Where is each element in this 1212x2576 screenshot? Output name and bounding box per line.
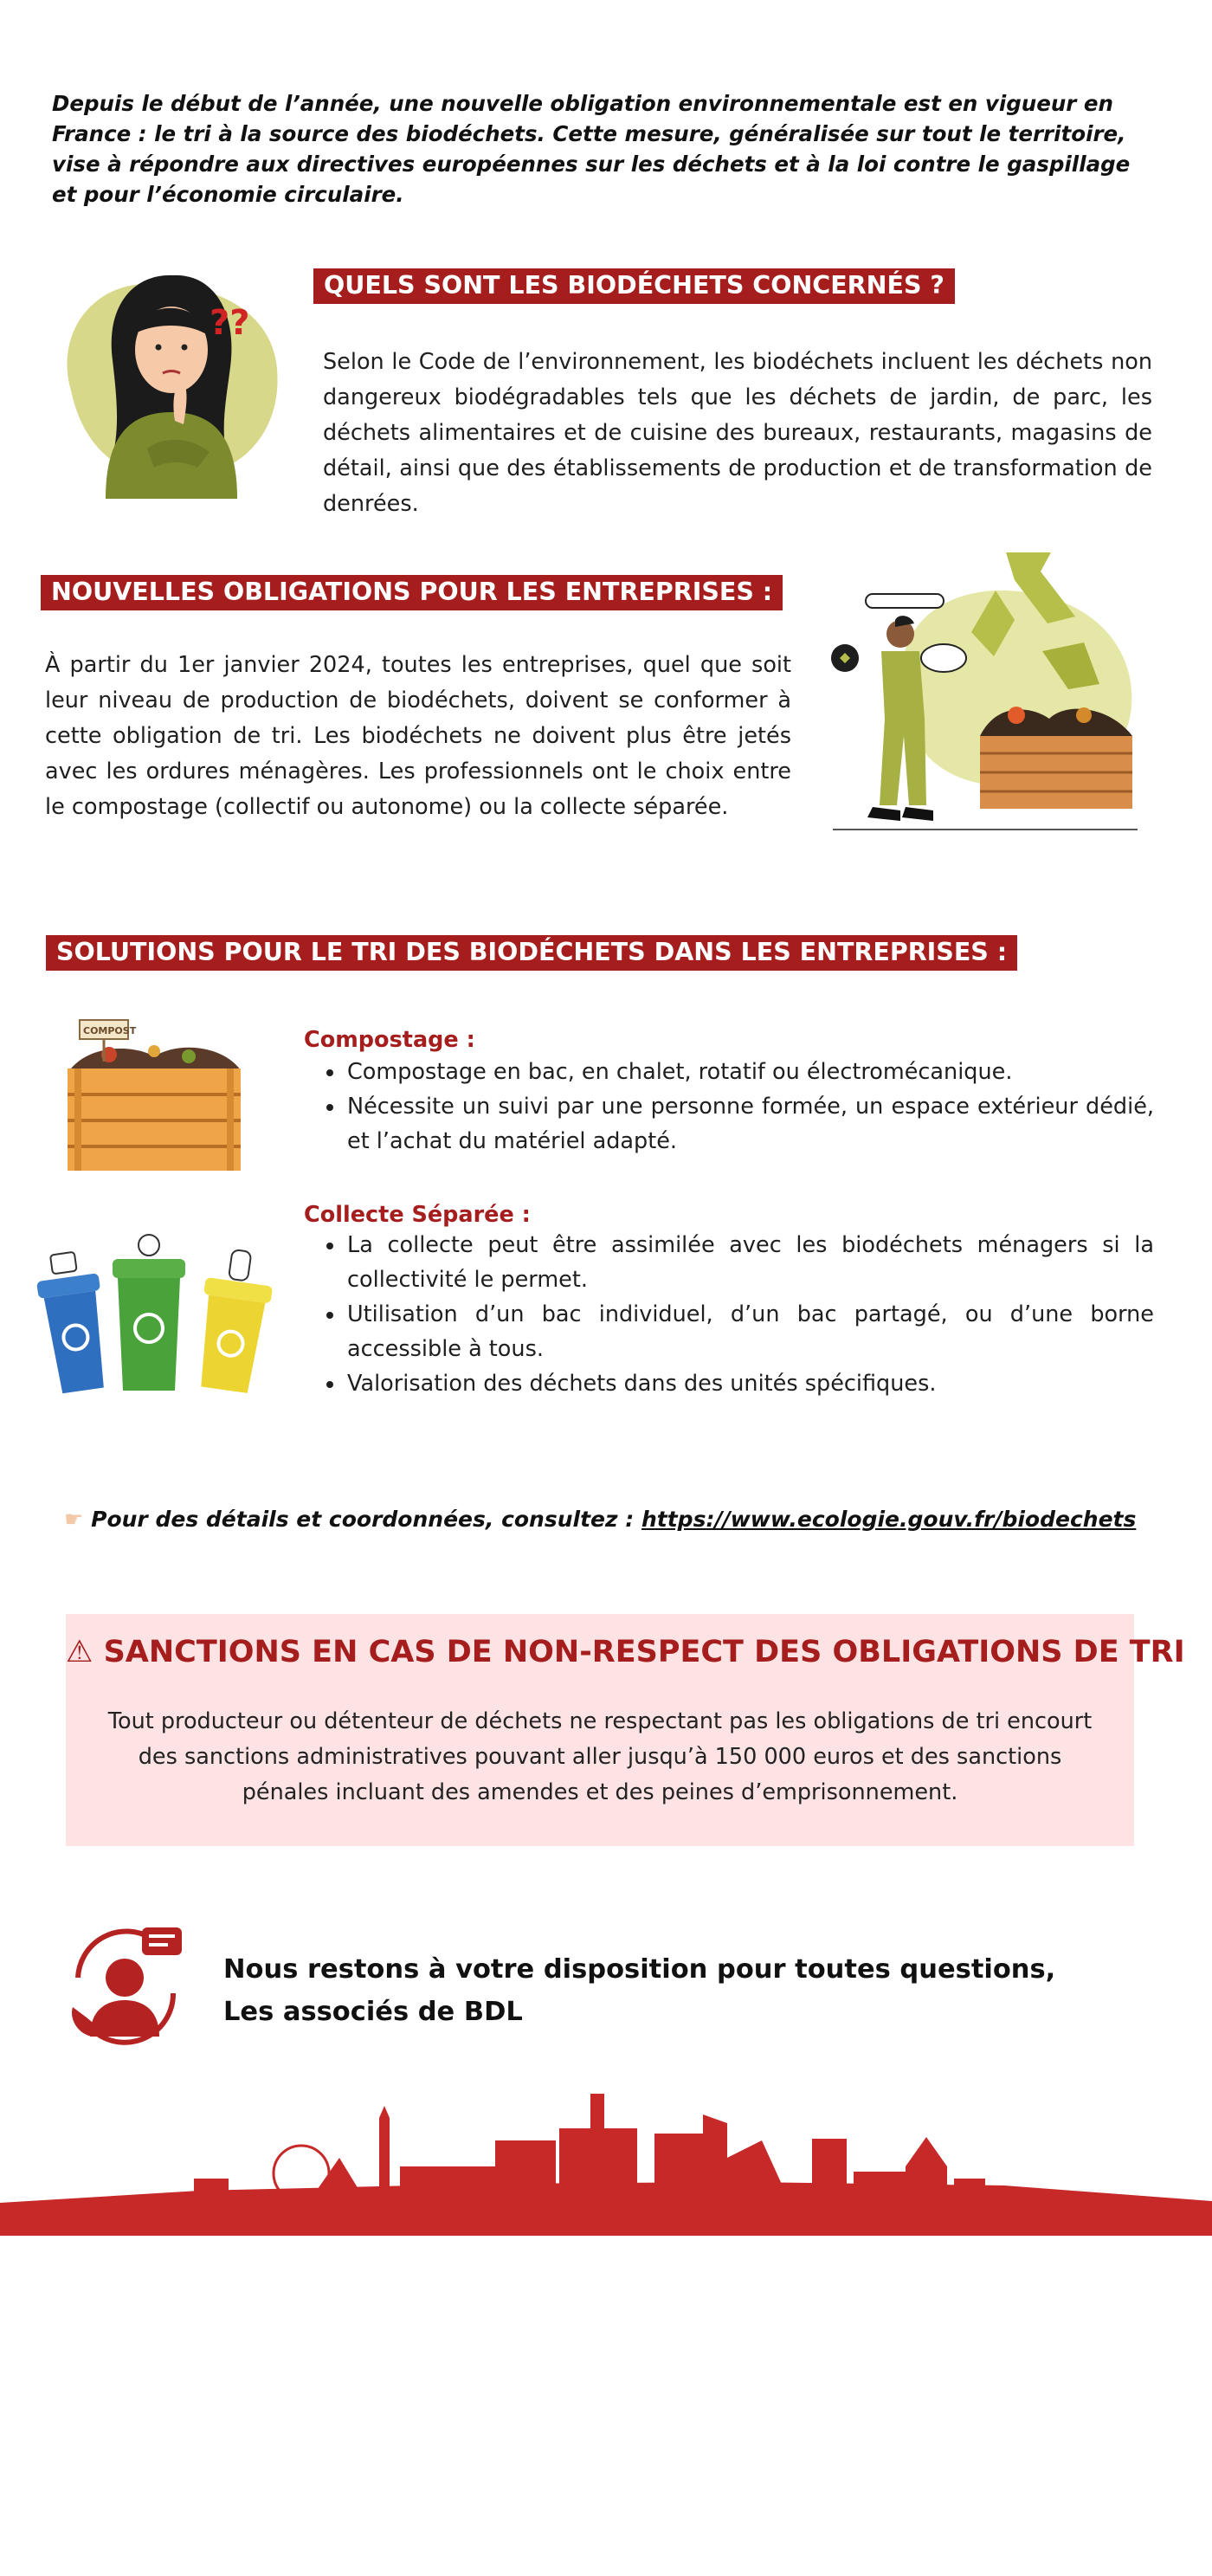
details-line — [64, 1507, 1136, 1532]
thinking-woman-illustration — [45, 248, 291, 499]
sanctions-title — [66, 1635, 1185, 1669]
compost-subheading: Compostage : — [304, 1027, 475, 1053]
list-item: • Compostage en bac, en chalet, rotatif ou électromécanique. — [345, 1055, 1154, 1089]
contact-line-1: Nous restons à votre disposition pour toutes questions, — [223, 1954, 1056, 1985]
section-heading-obligations: NOUVELLES OBLIGATIONS POUR LES ENTREPRISES : — [41, 575, 783, 610]
pointing-hand-icon: ☛ — [64, 1507, 84, 1532]
city-skyline — [0, 2089, 1212, 2236]
section-heading-solutions: SOLUTIONS POUR LE TRI DES BIODÉCHETS DANS LES ENTREPRISES : — [46, 935, 1017, 971]
list-item: • Nécessite un suivi par une personne formée, un espace extérieur dédié, et l’achat du matériel adapté. — [345, 1089, 1154, 1159]
list-item: • Valorisation des déchets dans des unités spécifiques. — [345, 1366, 1154, 1401]
recycle-bins-illustration — [35, 1233, 280, 1398]
sanctions-title-text: SANCTIONS EN CAS DE NON-RESPECT DES OBLIGATIONS DE TRI — [103, 1635, 1185, 1669]
contact-block — [223, 1948, 1055, 2033]
collecte-list — [304, 1228, 1154, 1401]
recycling-worker-illustration — [824, 546, 1146, 833]
svg-text:??: ?? — [210, 303, 250, 343]
warning-icon: ⚠ — [66, 1635, 93, 1669]
sanctions-text: Tout producteur ou détenteur de déchets ne respectant pas les obligations de tri encourt des sanctions administratives pouvant aller jusqu’à 150 000 euros et des sanctions pénales incluant des amendes et des peines d’emprisonnement. — [107, 1708, 1093, 1805]
section-heading-biodechets: QUELS SONT LES BIODÉCHETS CONCERNÉS ? — [313, 268, 955, 304]
contact-line-2: Les associés de BDL — [223, 1997, 523, 2027]
compost-list — [304, 1055, 1154, 1159]
compost-sign-text: COMPOST — [83, 1025, 137, 1036]
compost-crate-illustration — [59, 1013, 249, 1174]
section-text-obligations: À partir du 1er janvier 2024, toutes les entreprises, quel que soit leur niveau de production de biodéchets, doivent se conformer à cette obligation de tri. Les biodéchets ne doivent plus être jetés avec les ordures ménagères. Les professionnels ont le choix entre le compostage (collectif ou autonome) ou la collecte séparée. — [45, 652, 791, 820]
collecte-subheading: Collecte Séparée : — [304, 1202, 531, 1228]
list-item: • Utilisation d’un bac individuel, d’un bac partagé, ou d’une borne accessible à tous. — [345, 1297, 1154, 1366]
section-text-biodechets: Selon le Code de l’environnement, les biodéchets incluent les déchets non dangereux biodégradables tels que les déchets de jardin, de parc, les déchets alimentaires et de cuisine des bureaux, restaurants, magasins de détail, ainsi que des établissements de production et de transformation de denrées. — [323, 349, 1152, 517]
sanctions-box — [66, 1614, 1185, 1846]
list-item: • La collecte peut être assimilée avec les biodéchets ménagers si la collectivité le permet. — [345, 1228, 1154, 1297]
support-agent-icon — [64, 1924, 187, 2047]
details-prefix: Pour des détails et coordonnées, consultez : — [91, 1507, 641, 1532]
ecologie-link[interactable]: https://www.ecologie.gouv.fr/biodechets — [641, 1507, 1137, 1532]
intro-paragraph: Depuis le début de l’année, une nouvelle obligation environnementale est en vigueur en France : le tri à la source des biodéchets. Cette mesure, généralisée sur tout le territoire, vise à répondre aux directives européennes sur les déchets et à la loi contre le gaspillage et pour l’économie circulaire. — [52, 91, 1131, 207]
